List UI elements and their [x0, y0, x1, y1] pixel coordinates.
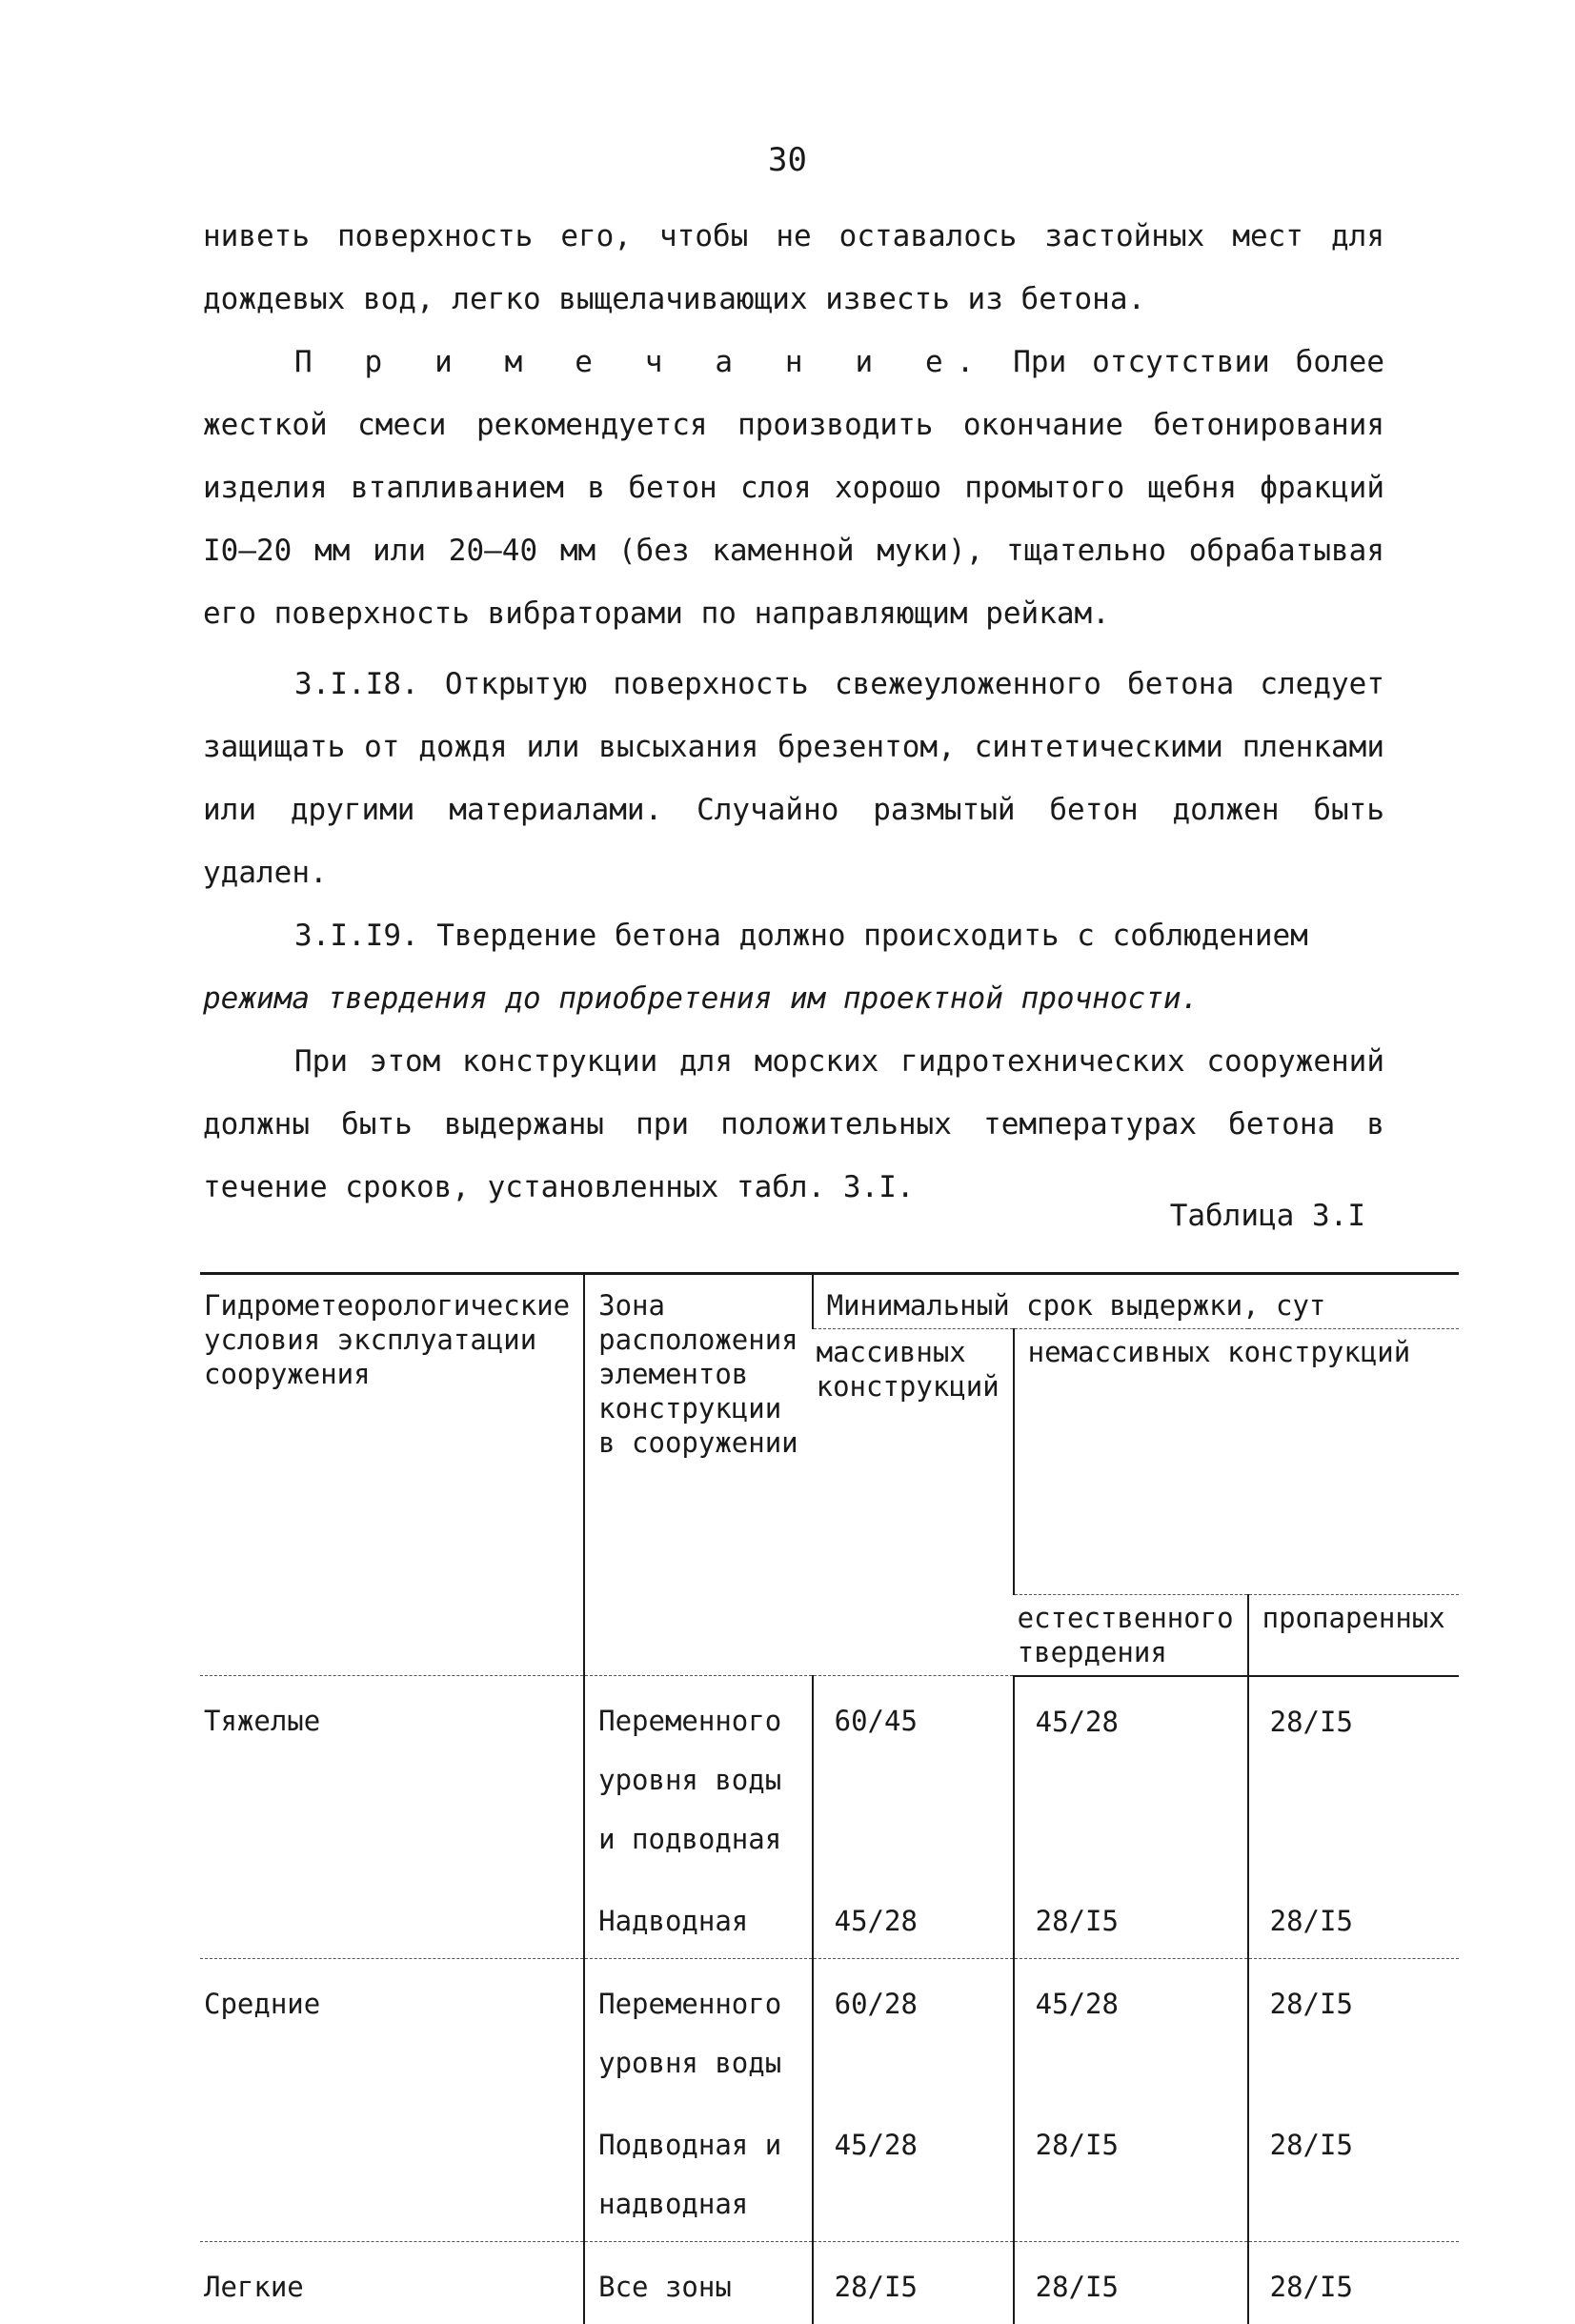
note-paragraph	[203, 331, 1384, 645]
cell-conditions	[200, 2100, 584, 2242]
table-row	[200, 2100, 1459, 2242]
note-lead: П р и м е ч а н и е.	[294, 345, 987, 379]
table-row	[200, 1676, 1459, 1877]
cell-steamed: 28/I5	[1248, 2242, 1459, 2324]
cell-conditions: Легкие	[200, 2242, 584, 2324]
clause-3-1-19-italic: режима твердения до приобретения им проектной прочности.	[203, 981, 1199, 1016]
cell-zone: Все зоны	[584, 2242, 813, 2324]
cell-natural: 28/I5	[1014, 1876, 1248, 1959]
paragraph-table-ref: При этом конструкции для морских гидротехнических сооружений должны быть выдержаны при положительных температурах бетона в течение сроков, установленных табл. 3.I.	[203, 1030, 1384, 1219]
header-zone: Зона расположения элементов конструкции в сооружении	[584, 1274, 813, 1676]
body-text	[203, 205, 1384, 1219]
header-conditions: Гидрометеорологические условия эксплуатации сооружения	[200, 1274, 584, 1676]
paragraph-continuation: ниветь поверхность его, чтобы не оставалось застойных мест для дождевых вод, легко выщелачивающих известь из бетона.	[203, 205, 1384, 331]
cell-steamed: 28/I5	[1248, 1876, 1459, 1959]
cell-natural: 45/28	[1014, 1676, 1248, 1877]
table-caption: Таблица 3.I	[1170, 1199, 1365, 1233]
table-row	[200, 1876, 1459, 1959]
cell-zone: Подводная и надводная	[584, 2100, 813, 2242]
cell-natural: 28/I5	[1014, 2100, 1248, 2242]
cell-zone: Переменного уровня воды и подводная	[584, 1676, 813, 1877]
cell-massive: 45/28	[813, 2100, 1014, 2242]
cell-conditions	[200, 1876, 584, 1959]
cell-steamed: 28/I5	[1248, 1676, 1459, 1877]
cell-massive: 28/I5	[813, 2242, 1014, 2324]
header-massive: массивных конструкций	[813, 1329, 1014, 1676]
header-non-massive: немассивных конструкций	[1014, 1329, 1459, 1595]
table-row	[200, 1959, 1459, 2101]
note-text: При отсутствии более жесткой смеси рекомендуется производить окончание бетонирования изделия втапливанием в бетон слоя хорошо промытого щебня фракций I0–20 мм или 20–40 мм (без каменной муки), тщательно обрабатывая его поверхность вибраторами по направляющим рейкам.	[203, 345, 1384, 631]
clause-3-1-18: 3.I.I8. Открытую поверхность свежеуложенного бетона следует защищать от дождя или высыхания брезентом, синтетическими пленками или другими материалами. Случайно размытый бетон должен быть удален.	[203, 653, 1384, 904]
cell-conditions: Тяжелые	[200, 1676, 584, 1877]
cell-steamed: 28/I5	[1248, 2100, 1459, 2242]
header-steamed: пропаренных	[1248, 1594, 1459, 1676]
clause-3-1-19	[203, 904, 1384, 1030]
table-row	[200, 2242, 1459, 2324]
cell-massive: 60/28	[813, 1959, 1014, 2101]
cell-zone: Переменного уровня воды	[584, 1959, 813, 2101]
cell-zone: Надводная	[584, 1876, 813, 1959]
header-natural: естественного твердения	[1014, 1594, 1248, 1676]
cell-massive: 60/45	[813, 1676, 1014, 1877]
header-min-term: Минимальный срок выдержки, сут	[813, 1274, 1459, 1329]
curing-time-table	[200, 1272, 1459, 2324]
clause-3-1-19-lead: 3.I.I9. Твердение бетона должно происходить с соблюдением	[294, 919, 1308, 953]
table-container	[200, 1272, 1382, 2324]
cell-massive: 45/28	[813, 1876, 1014, 1959]
page-number: 30	[0, 141, 1575, 179]
cell-conditions: Средние	[200, 1959, 584, 2101]
cell-natural: 28/I5	[1014, 2242, 1248, 2324]
cell-steamed: 28/I5	[1248, 1959, 1459, 2101]
cell-natural: 45/28	[1014, 1959, 1248, 2101]
